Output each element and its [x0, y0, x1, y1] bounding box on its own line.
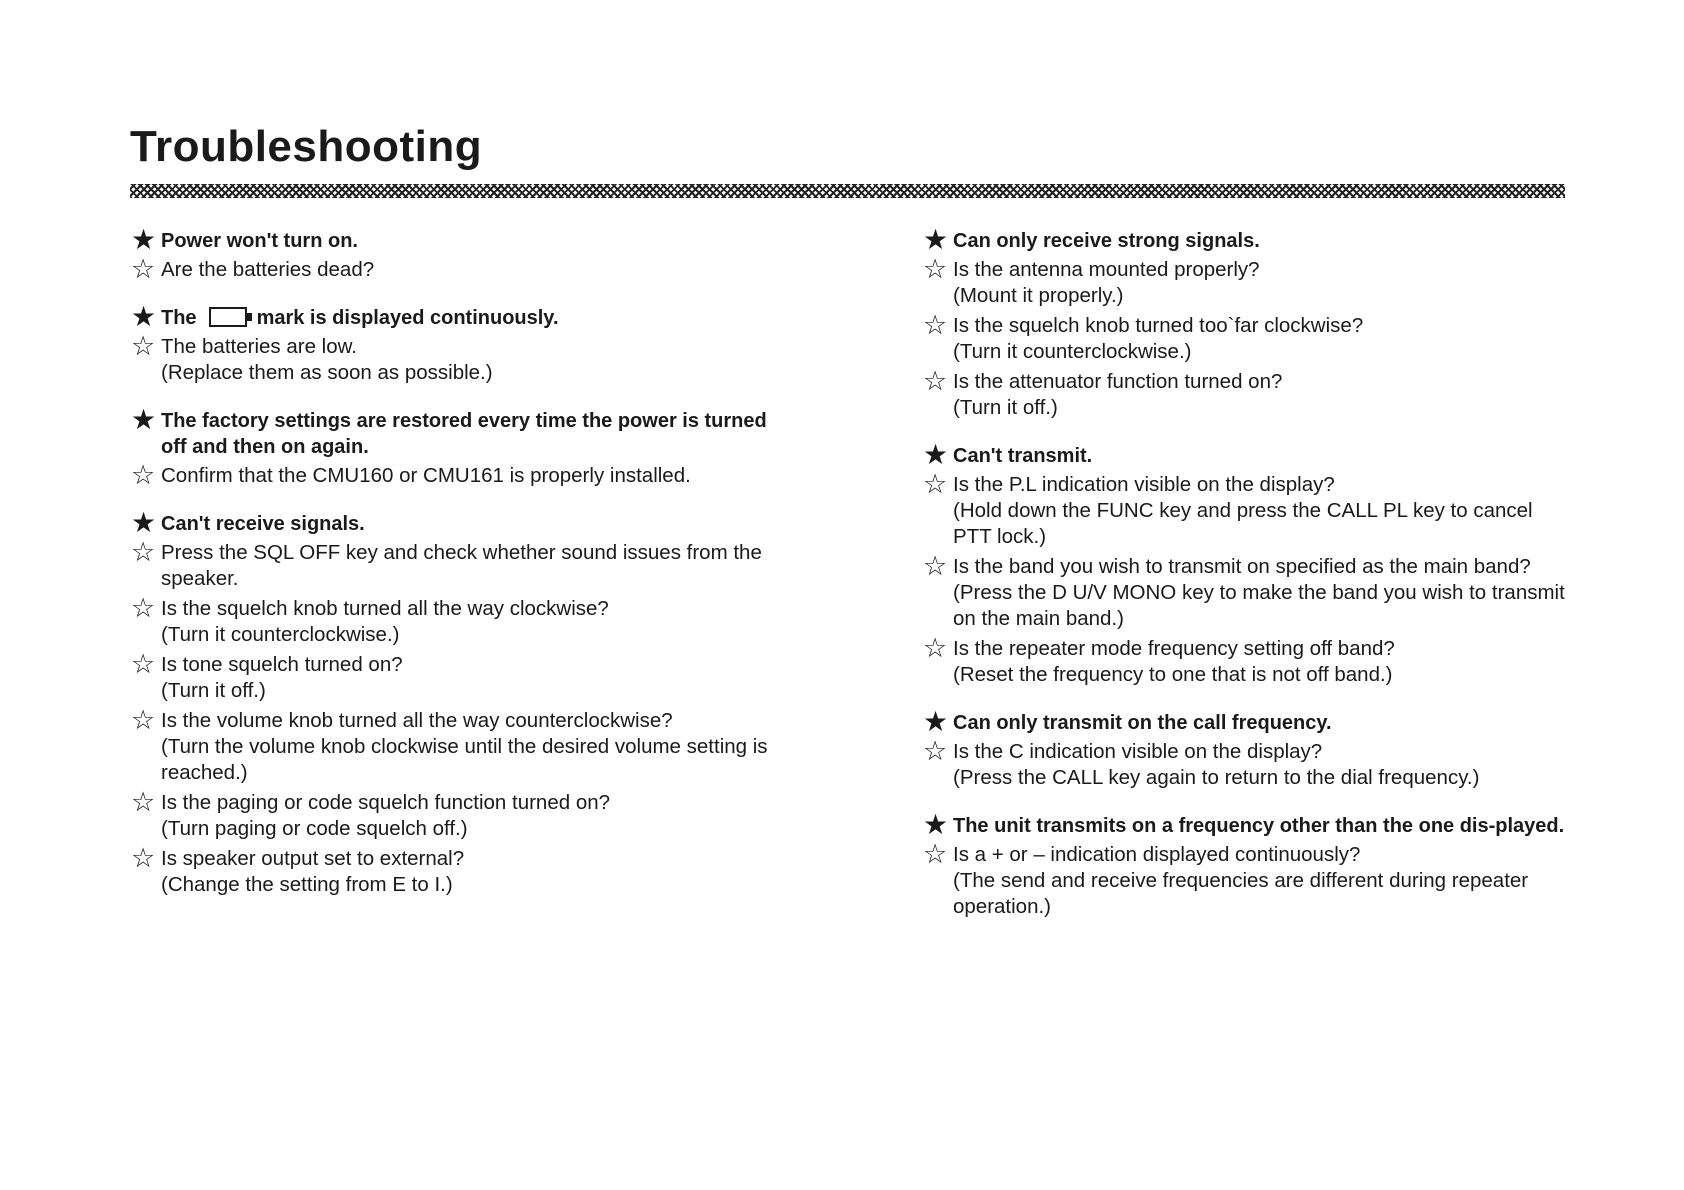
check-item [131, 843, 773, 898]
check-item [923, 839, 1565, 920]
check-note: (Press the D U/V MONO key to make the band you wish to transmit on the main band.) [953, 581, 1565, 630]
hollow-star-icon: ☆ [131, 460, 156, 490]
check-item [131, 254, 773, 284]
battery-icon [209, 307, 247, 327]
check-note: (Hold down the FUNC key and press the CALL PL key to cancel PTT lock.) [953, 499, 1533, 548]
check-text: Is tone squelch turned on? [161, 653, 403, 676]
check-note: (The send and receive frequencies are different during repeater operation.) [953, 869, 1529, 918]
hollow-star-icon: ☆ [131, 843, 156, 873]
problem-section [131, 507, 773, 898]
check-text: Is a + or – indication displayed continuously? [953, 843, 1361, 866]
check-note: (Turn it counterclockwise.) [953, 340, 1192, 363]
right-column [923, 224, 1565, 942]
problem-section [131, 301, 773, 386]
problem-text: The factory settings are restored every time the power is turned off and then on again. [161, 410, 767, 458]
filled-star-icon: ★ [131, 224, 157, 255]
filled-star-icon: ★ [131, 301, 157, 332]
hollow-star-icon: ☆ [923, 310, 948, 340]
problem-text-post: mark is displayed continuously. [256, 307, 559, 329]
check-text: Is the P.L indication visible on the display? [953, 473, 1335, 496]
problem-heading [131, 301, 773, 332]
filled-star-icon: ★ [923, 439, 949, 470]
check-item [131, 331, 773, 386]
check-item [923, 736, 1565, 791]
problem-text: Power won't turn on. [161, 230, 358, 252]
problem-heading [131, 224, 773, 255]
check-note: (Turn paging or code squelch off.) [161, 817, 468, 840]
check-item [131, 460, 773, 490]
hollow-star-icon: ☆ [131, 705, 156, 735]
left-column [131, 224, 773, 920]
check-text: Is the squelch knob turned too`far clockwise? [953, 314, 1364, 337]
hollow-star-icon: ☆ [131, 331, 156, 361]
check-note: (Press the CALL key again to return to the dial frequency.) [953, 766, 1480, 789]
check-item [131, 537, 773, 592]
check-text: Is the squelch knob turned all the way clockwise? [161, 597, 609, 620]
problem-section [131, 224, 773, 284]
check-text: Is the paging or code squelch function turned on? [161, 791, 611, 814]
hollow-star-icon: ☆ [131, 254, 156, 284]
check-item [923, 551, 1565, 632]
hollow-star-icon: ☆ [923, 254, 948, 284]
problem-heading [131, 404, 773, 460]
check-text: Is the C indication visible on the display? [953, 740, 1323, 763]
check-text: Confirm that the CMU160 or CMU161 is properly installed. [161, 464, 691, 487]
check-text: Press the SQL OFF key and check whether sound issues from the speaker. [161, 541, 762, 590]
filled-star-icon: ★ [923, 224, 949, 255]
check-item [131, 649, 773, 704]
check-note: (Turn it counterclockwise.) [161, 623, 400, 646]
check-text: Is the band you wish to transmit on specified as the main band? [953, 555, 1531, 578]
problem-text: The unit transmits on a frequency other than the one dis-played. [953, 815, 1565, 837]
problem-section [923, 439, 1565, 688]
check-text: Is the volume knob turned all the way counterclockwise? [161, 709, 673, 732]
problem-heading [131, 507, 773, 538]
check-note: (Turn it off.) [161, 679, 266, 702]
check-text: Is speaker output set to external? [161, 847, 465, 870]
hollow-star-icon: ☆ [923, 839, 948, 869]
problem-text-pre: The [161, 307, 197, 329]
check-note: (Replace them as soon as possible.) [161, 361, 493, 384]
check-item [131, 705, 773, 786]
check-text: Are the batteries dead? [161, 258, 375, 281]
check-text: Is the attenuator function turned on? [953, 370, 1283, 393]
problem-heading [923, 809, 1565, 840]
filled-star-icon: ★ [131, 507, 157, 538]
check-item [923, 633, 1565, 688]
check-text: Is the antenna mounted properly? [953, 258, 1260, 281]
page-title: Troubleshooting [130, 122, 483, 171]
hollow-star-icon: ☆ [131, 593, 156, 623]
check-item [923, 254, 1565, 309]
hollow-star-icon: ☆ [923, 633, 948, 663]
check-note: (Reset the frequency to one that is not off band.) [953, 663, 1393, 686]
problem-section [923, 224, 1565, 421]
hollow-star-icon: ☆ [923, 551, 948, 581]
problem-heading [923, 706, 1565, 737]
problem-text: Can't transmit. [953, 445, 1093, 467]
check-item [923, 366, 1565, 421]
filled-star-icon: ★ [131, 404, 157, 435]
problem-heading [923, 224, 1565, 255]
hollow-star-icon: ☆ [923, 736, 948, 766]
hollow-star-icon: ☆ [131, 537, 156, 567]
check-note: (Turn the volume knob clockwise until the desired volume setting is reached.) [161, 735, 768, 784]
problem-text: Can only transmit on the call frequency. [953, 712, 1332, 734]
check-item [923, 469, 1565, 550]
check-note: (Change the setting from E to I.) [161, 873, 453, 896]
check-item [923, 310, 1565, 365]
problem-text: Can only receive strong signals. [953, 230, 1260, 252]
hollow-star-icon: ☆ [131, 649, 156, 679]
filled-star-icon: ★ [923, 706, 949, 737]
hollow-star-icon: ☆ [131, 787, 156, 817]
problem-section [923, 706, 1565, 791]
check-text: The batteries are low. [161, 335, 357, 358]
filled-star-icon: ★ [923, 809, 949, 840]
problem-text: Can't receive signals. [161, 513, 365, 535]
hollow-star-icon: ☆ [923, 366, 948, 396]
title-rule [130, 184, 1565, 198]
hollow-star-icon: ☆ [923, 469, 948, 499]
problem-heading [923, 439, 1565, 470]
problem-section [131, 404, 773, 490]
check-item [131, 787, 773, 842]
check-note: (Mount it properly.) [953, 284, 1124, 307]
check-text: Is the repeater mode frequency setting off band? [953, 637, 1395, 660]
check-note: (Turn it off.) [953, 396, 1058, 419]
check-item [131, 593, 773, 648]
problem-section [923, 809, 1565, 920]
problem-text [161, 305, 559, 331]
